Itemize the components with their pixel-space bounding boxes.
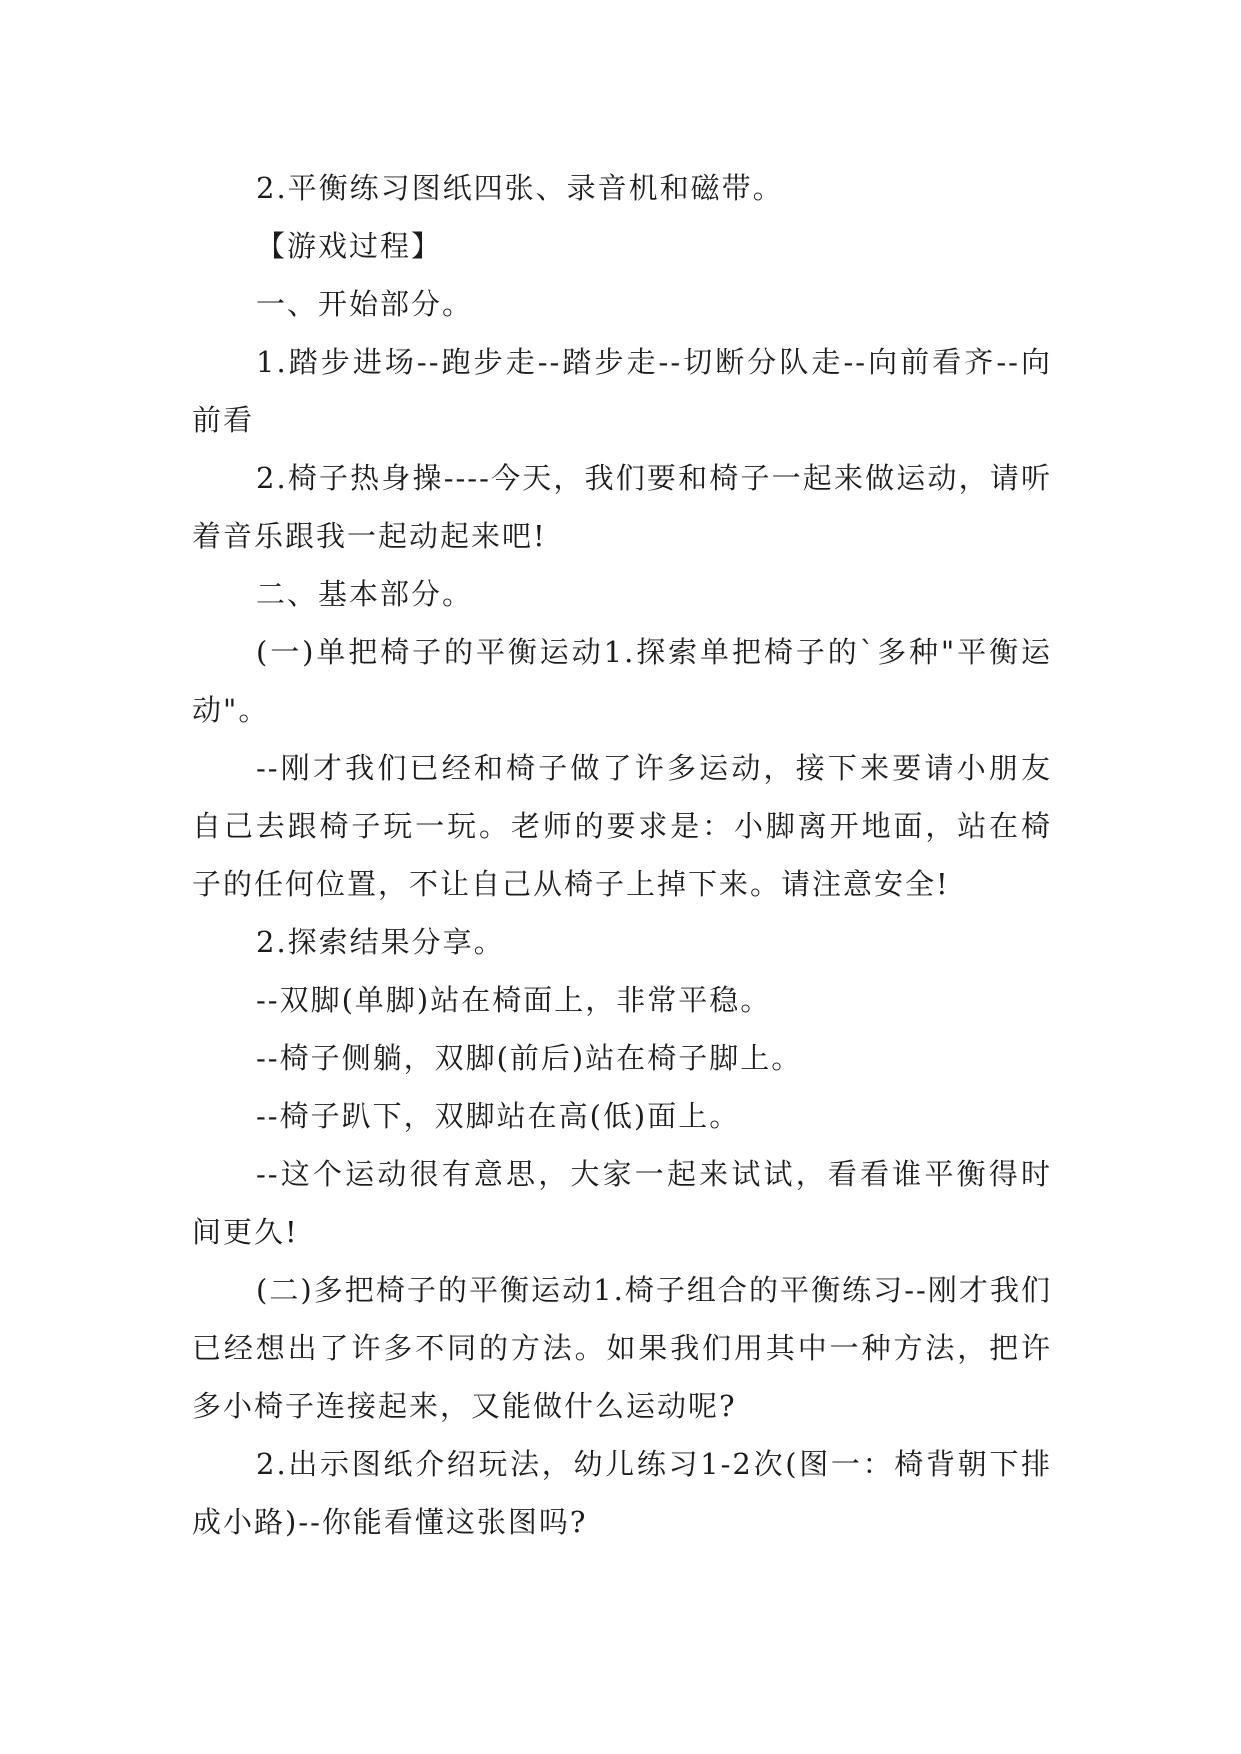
paragraph-multi-chair: (二)多把椅子的平衡运动1.椅子组合的平衡练习--刚才我们已经想出了许多不同的方法。如果我们用其中一种方法，把许多小椅子连接起来，又能做什么运动呢? [192,1273,1052,1423]
section-heading-basic: 二、基本部分。 [256,577,474,611]
paragraph-show-drawing: 2.出示图纸介绍玩法，幼儿练习1-2次(图一：椅背朝下排成小路)--你能看懂这张图吗? [192,1447,1052,1539]
paragraph-march-in: 1.踏步进场--跑步走--踏步走--切断分队走--向前看齐--向前看 [192,345,1052,437]
paragraph-warmup: 2.椅子热身操----今天，我们要和椅子一起来做运动，请听着音乐跟我一起动起来吧! [192,461,1052,553]
paragraph-explore: --刚才我们已经和椅子做了许多运动，接下来要请小朋友自己去跟椅子玩一玩。老师的要求是：小脚离开地面，站在椅子的任何位置，不让自己从椅子上掉下来。请注意安全! [192,751,1052,901]
paragraph-share: 2.探索结果分享。 [256,925,505,959]
list-item-chair-side: --椅子侧躺，双脚(前后)站在椅子脚上。 [256,1041,803,1075]
document-body [192,159,1052,1551]
paragraph-materials: 2.平衡练习图纸四张、录音机和磁带。 [256,171,784,205]
paragraph-single-chair: (一)单把椅子的平衡运动1.探索单把椅子的`多种"平衡运动"。 [192,635,1052,727]
section-heading-start: 一、开始部分。 [256,287,474,321]
list-item-chair-down: --椅子趴下，双脚站在高(低)面上。 [256,1099,741,1133]
paragraph-try-together: --这个运动很有意思，大家一起来试试，看看谁平衡得时间更久! [192,1157,1052,1249]
section-heading-game-process: 【游戏过程】 [256,229,443,263]
list-item-both-feet: --双脚(单脚)站在椅面上，非常平稳。 [256,983,772,1017]
